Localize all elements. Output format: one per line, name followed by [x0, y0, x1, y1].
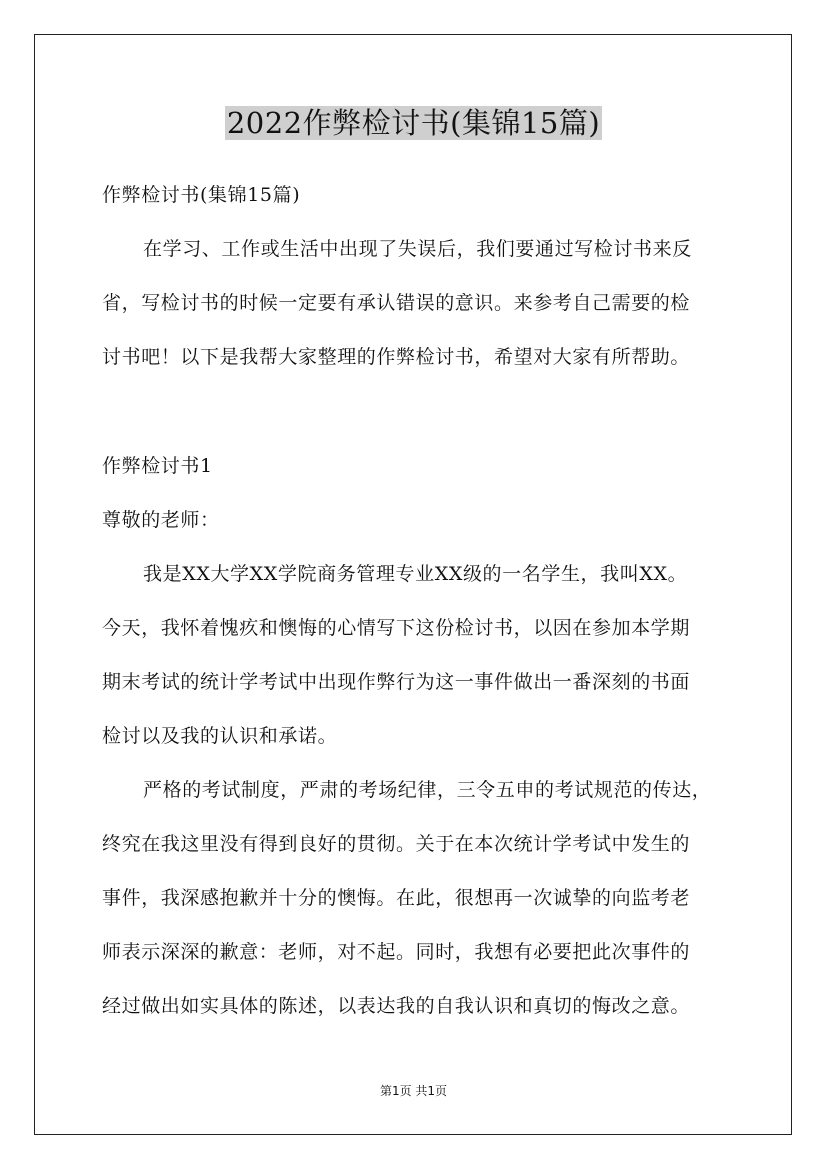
intro-line-2: 省，写检讨书的时候一定要有承认错误的意识。来参考自己需要的检: [102, 292, 691, 314]
paragraph2-line-3: 事件，我深感抱歉并十分的懊悔。在此，很想再一次诚挚的向监考老: [102, 887, 691, 909]
intro-line-1: 在学习、工作或生活中出现了失误后，我们要通过写检讨书来反: [143, 238, 692, 260]
paragraph2-line-5: 经过做出如实具体的陈述，以表达我的自我认识和真切的悔改之意。: [102, 995, 691, 1017]
document-title: [0, 100, 827, 146]
paragraph1-line-1: 我是XX大学XX学院商务管理专业XX级的一名学生，我叫XX。: [143, 563, 688, 585]
document-title-text: 2022作弊检讨书(集锦15篇): [226, 106, 601, 140]
paragraph1-line-2: 今天，我怀着愧疚和懊悔的心情写下这份检讨书，以因在参加本学期: [102, 617, 691, 639]
paragraph2-line-2: 终究在我这里没有得到良好的贯彻。关于在本次统计学考试中发生的: [102, 833, 691, 855]
section-heading: 作弊检讨书1: [102, 455, 213, 477]
document-subtitle: 作弊检讨书(集锦15篇): [102, 184, 301, 206]
paragraph1-line-4: 检讨以及我的认识和承诺。: [102, 725, 338, 747]
salutation: 尊敬的老师：: [102, 509, 220, 531]
paragraph2-line-4: 师表示深深的歉意：老师，对不起。同时，我想有必要把此次事件的: [102, 941, 691, 963]
intro-line-3: 讨书吧！以下是我帮大家整理的作弊检讨书，希望对大家有所帮助。: [102, 346, 691, 368]
paragraph1-line-3: 期末考试的统计学考试中出现作弊行为这一事件做出一番深刻的书面: [102, 671, 691, 693]
paragraph2-line-1: 严格的考试制度，严肃的考场纪律，三令五申的考试规范的传达，: [143, 779, 712, 801]
page-number-footer: 第1页 共1页: [379, 1084, 448, 1098]
